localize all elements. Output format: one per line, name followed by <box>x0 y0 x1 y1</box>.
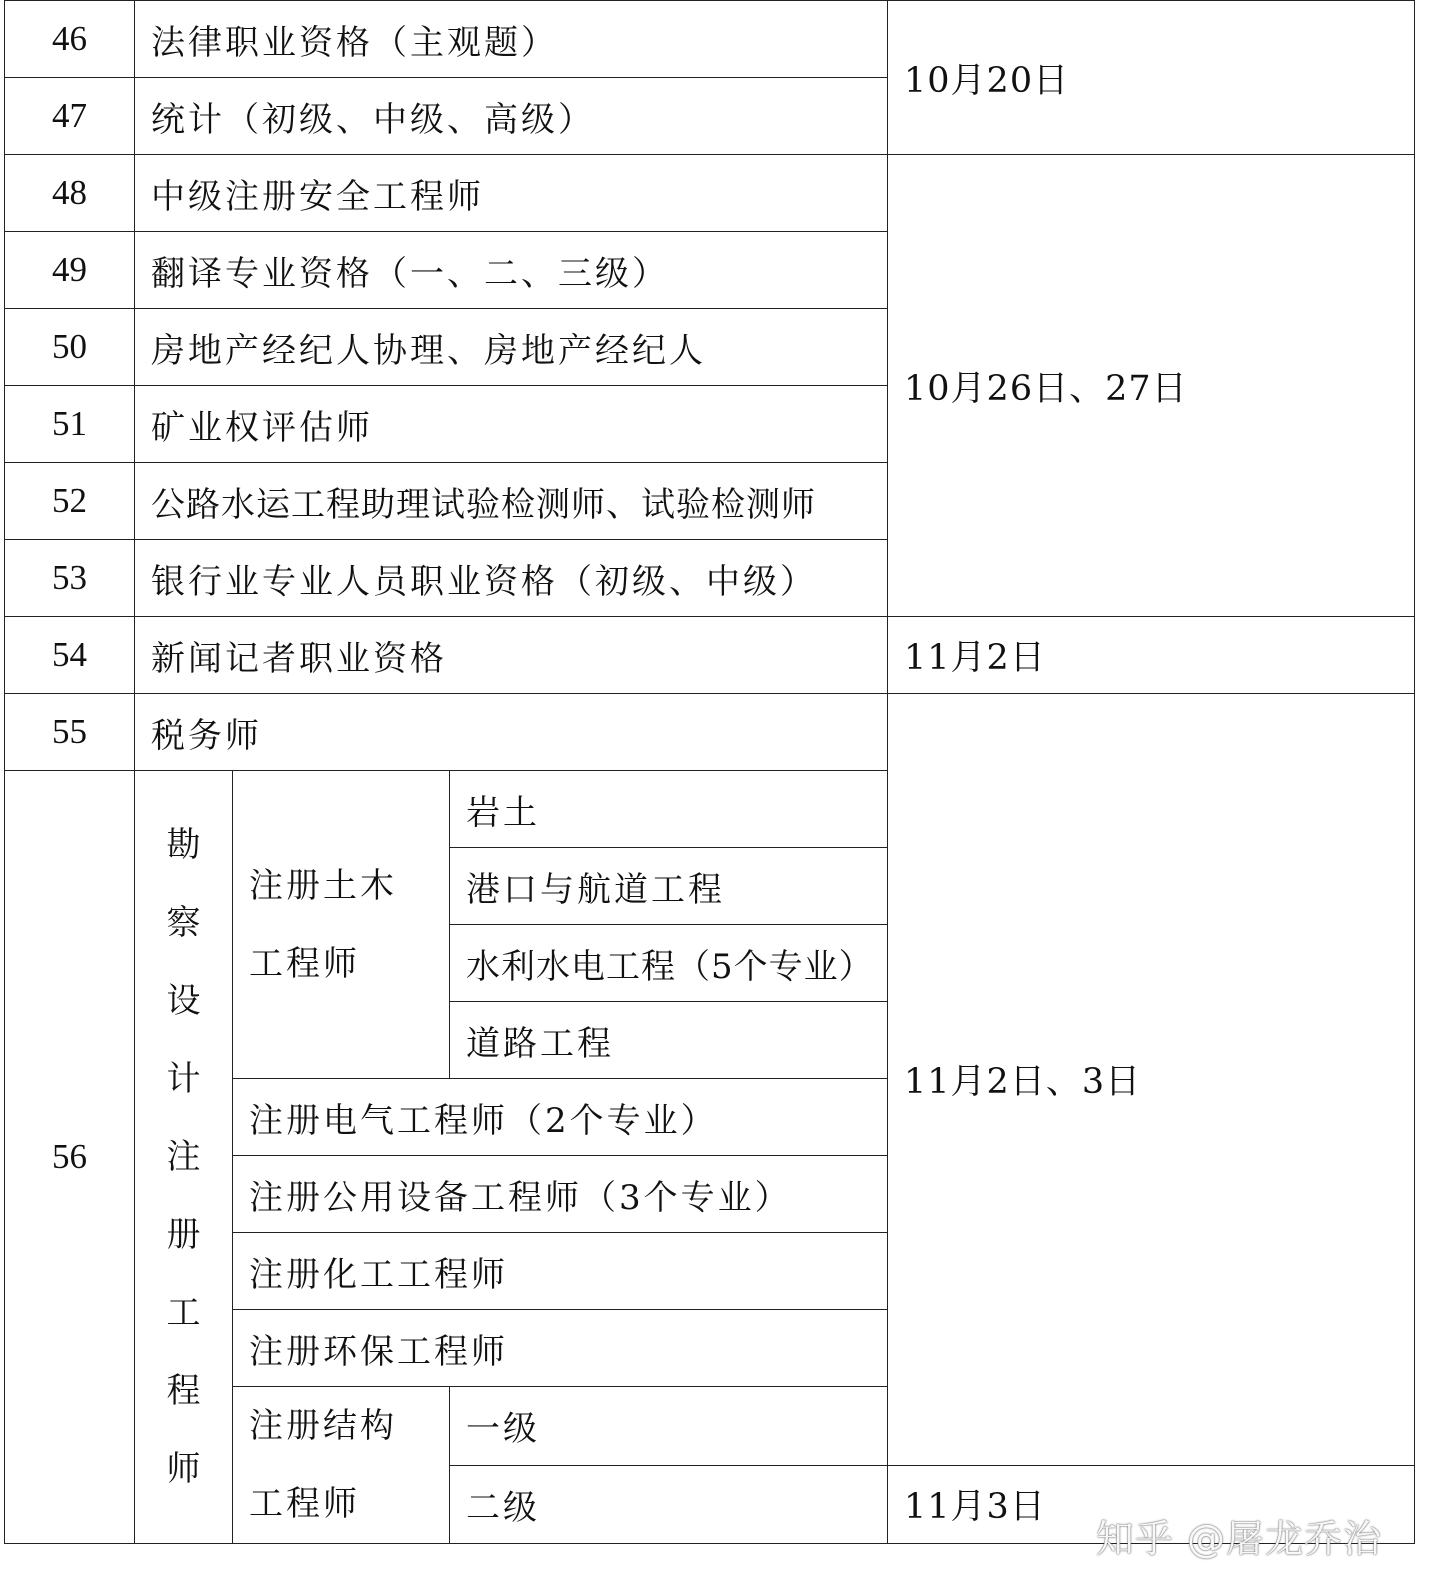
row-number: 49 <box>5 232 135 309</box>
structural-engineer-cell <box>233 1387 450 1544</box>
exam-name: 中级注册安全工程师 <box>135 155 888 232</box>
exam-name: 税务师 <box>135 694 888 771</box>
table-row <box>5 155 1415 232</box>
civil-engineer-label: 注册土木工程师 <box>249 865 397 984</box>
exam-name: 法律职业资格（主观题） <box>135 1 888 78</box>
exam-date: 11月2日、3日 <box>888 694 1415 1466</box>
exam-date: 10月26日、27日 <box>888 155 1415 617</box>
category-label: 勘察设计注册工程师 <box>166 825 201 1489</box>
exam-name: 统计（初级、中级、高级） <box>135 78 888 155</box>
table-row <box>5 1 1415 78</box>
table-row <box>5 694 1415 771</box>
sub-specialty: 二级 <box>450 1465 888 1544</box>
row-number: 52 <box>5 463 135 540</box>
sub-specialty: 水利水电工程（5个专业） <box>450 925 888 1002</box>
specialty: 注册环保工程师 <box>233 1310 888 1387</box>
specialty: 注册化工工程师 <box>233 1233 888 1310</box>
row-number: 53 <box>5 540 135 617</box>
table-row <box>5 617 1415 694</box>
sub-specialty: 道路工程 <box>450 1002 888 1079</box>
row-number: 54 <box>5 617 135 694</box>
watermark: 知乎 @屠龙乔治 <box>1095 1517 1382 1561</box>
row-number: 56 <box>5 771 135 1544</box>
civil-engineer-cell <box>233 771 450 1079</box>
exam-date: 11月3日 <box>888 1465 1415 1544</box>
row-number: 51 <box>5 386 135 463</box>
structural-engineer-label: 注册结构工程师 <box>249 1406 397 1524</box>
specialty: 注册公用设备工程师（3个专业） <box>233 1156 888 1233</box>
category-cell <box>135 771 233 1544</box>
exam-name: 矿业权评估师 <box>135 386 888 463</box>
exam-name: 翻译专业资格（一、二、三级） <box>135 232 888 309</box>
exam-schedule-table <box>4 0 1415 1544</box>
exam-name: 新闻记者职业资格 <box>135 617 888 694</box>
sub-specialty: 岩土 <box>450 771 888 848</box>
exam-name: 银行业专业人员职业资格（初级、中级） <box>135 540 888 617</box>
row-number: 55 <box>5 694 135 771</box>
sub-specialty: 港口与航道工程 <box>450 848 888 925</box>
sub-specialty: 一级 <box>450 1387 888 1466</box>
row-number: 50 <box>5 309 135 386</box>
row-number: 47 <box>5 78 135 155</box>
row-number: 48 <box>5 155 135 232</box>
row-number: 46 <box>5 1 135 78</box>
exam-name: 公路水运工程助理试验检测师、试验检测师 <box>135 463 888 540</box>
exam-date: 11月2日 <box>888 617 1415 694</box>
exam-date: 10月20日 <box>888 1 1415 155</box>
exam-name: 房地产经纪人协理、房地产经纪人 <box>135 309 888 386</box>
specialty: 注册电气工程师（2个专业） <box>233 1079 888 1156</box>
